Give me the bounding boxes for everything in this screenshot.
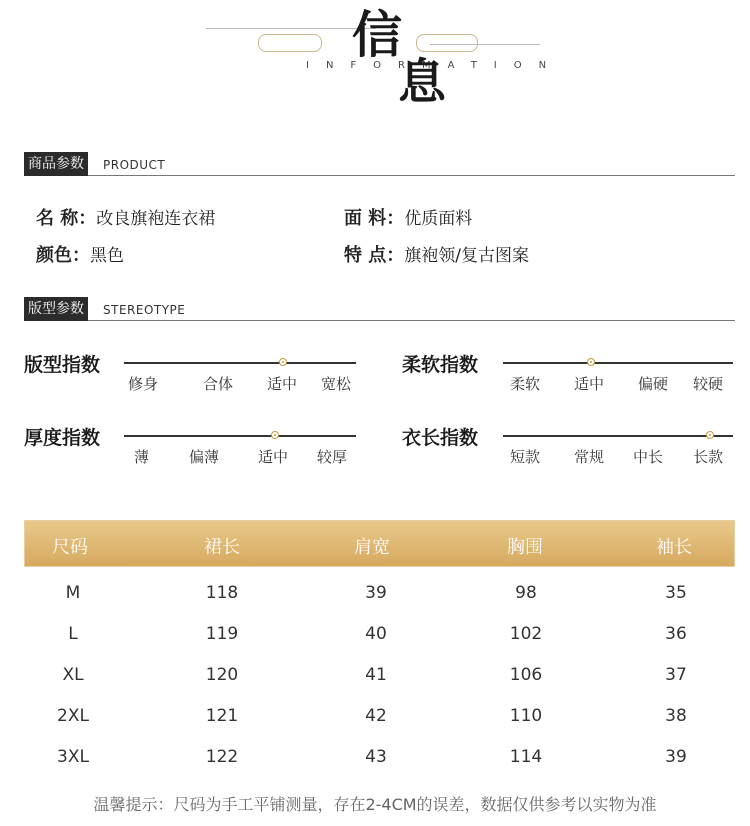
index-option: 中长 xyxy=(633,448,664,466)
table-cell: 98 xyxy=(515,583,537,603)
decor-line-left xyxy=(206,28,376,29)
index-line-fit xyxy=(124,362,356,364)
header-subtitle: INFORMATION xyxy=(306,60,564,71)
index-option: 适中 xyxy=(258,448,289,466)
table-cell: 110 xyxy=(509,706,543,726)
index-marker-length xyxy=(706,431,714,439)
index-line-thickness xyxy=(124,435,356,437)
index-option: 薄 xyxy=(134,448,150,466)
product-section-en: PRODUCT xyxy=(103,158,166,172)
table-cell: 121 xyxy=(205,706,239,726)
table-cell: 42 xyxy=(365,706,387,726)
decor-cloud-right xyxy=(416,34,478,52)
index-label-thickness: 厚度指数 xyxy=(24,427,101,449)
table-cell: 39 xyxy=(365,583,387,603)
index-option: 修身 xyxy=(128,375,159,393)
stereotype-section-line xyxy=(24,320,735,321)
index-option: 偏硬 xyxy=(638,375,669,393)
field-feature-value: 旗袍领/复古图案 xyxy=(404,246,530,266)
product-section-line xyxy=(24,175,735,176)
table-cell: M xyxy=(65,583,81,603)
index-option: 较硬 xyxy=(693,375,724,393)
field-fabric-key: 面 料： xyxy=(344,208,405,229)
table-cell: 119 xyxy=(205,624,239,644)
index-option: 柔软 xyxy=(510,375,541,393)
decor-cloud-left xyxy=(258,34,322,52)
index-label-softness: 柔软指数 xyxy=(402,354,479,376)
product-section-tag: 商品参数 xyxy=(24,152,88,176)
table-cell: 39 xyxy=(665,747,687,767)
header-title-char-2: 息 xyxy=(398,54,447,110)
table-cell: 118 xyxy=(205,583,239,603)
index-label-length: 衣长指数 xyxy=(402,427,479,449)
index-marker-thickness xyxy=(271,431,279,439)
field-feature-key: 特 点： xyxy=(344,245,405,266)
index-marker-softness xyxy=(587,358,595,366)
table-cell: 120 xyxy=(205,665,239,685)
table-cell: 122 xyxy=(205,747,239,767)
field-feature xyxy=(344,241,529,267)
index-option: 较厚 xyxy=(317,448,348,466)
size-table-header-cell: 胸围 xyxy=(507,537,543,558)
field-color-value: 黑色 xyxy=(90,246,124,266)
field-name-value: 改良旗袍连衣裙 xyxy=(96,209,216,229)
index-line-softness xyxy=(503,362,733,364)
table-cell: 37 xyxy=(665,665,687,685)
index-marker-fit xyxy=(279,358,287,366)
table-cell: 38 xyxy=(665,706,687,726)
size-note: 温馨提示：尺码为手工平铺测量，存在2-4CM的误差，数据仅供参考以实物为准 xyxy=(93,795,657,814)
table-cell: 36 xyxy=(665,624,687,644)
table-cell: 43 xyxy=(365,747,387,767)
table-cell: 41 xyxy=(365,665,387,685)
field-fabric xyxy=(344,204,472,230)
decor-line-right xyxy=(430,44,540,45)
size-table-header-cell: 裙长 xyxy=(204,537,240,558)
field-name-key: 名 称： xyxy=(36,208,97,229)
index-label-fit: 版型指数 xyxy=(24,354,101,376)
index-line-length xyxy=(503,435,733,437)
size-table-header-cell: 肩宽 xyxy=(354,537,390,558)
field-color xyxy=(36,241,124,267)
index-option: 长款 xyxy=(693,448,724,466)
size-table-header-cell: 尺码 xyxy=(52,537,88,558)
index-option: 短款 xyxy=(510,448,541,466)
table-cell: 2XL xyxy=(57,706,89,726)
index-option: 适中 xyxy=(267,375,298,393)
table-cell: 106 xyxy=(509,665,543,685)
table-cell: 114 xyxy=(509,747,543,767)
table-cell: L xyxy=(68,624,78,644)
header-title-char-1: 信 xyxy=(352,5,402,64)
field-fabric-value: 优质面料 xyxy=(404,209,473,229)
table-cell: 3XL xyxy=(57,747,89,767)
index-option: 常规 xyxy=(574,448,605,466)
table-cell: XL xyxy=(62,665,84,685)
table-cell: 35 xyxy=(665,583,687,603)
field-color-key: 颜色： xyxy=(36,245,90,266)
index-option: 合体 xyxy=(203,375,234,393)
field-name xyxy=(36,204,215,230)
size-table-header-cell: 袖长 xyxy=(656,537,692,558)
table-cell: 102 xyxy=(509,624,543,644)
table-cell: 40 xyxy=(365,624,387,644)
index-option: 适中 xyxy=(574,375,605,393)
stereotype-section-tag: 版型参数 xyxy=(24,297,88,321)
index-option: 宽松 xyxy=(321,375,352,393)
stereotype-section-en: STEREOTYPE xyxy=(103,303,186,317)
index-option: 偏薄 xyxy=(189,448,220,466)
